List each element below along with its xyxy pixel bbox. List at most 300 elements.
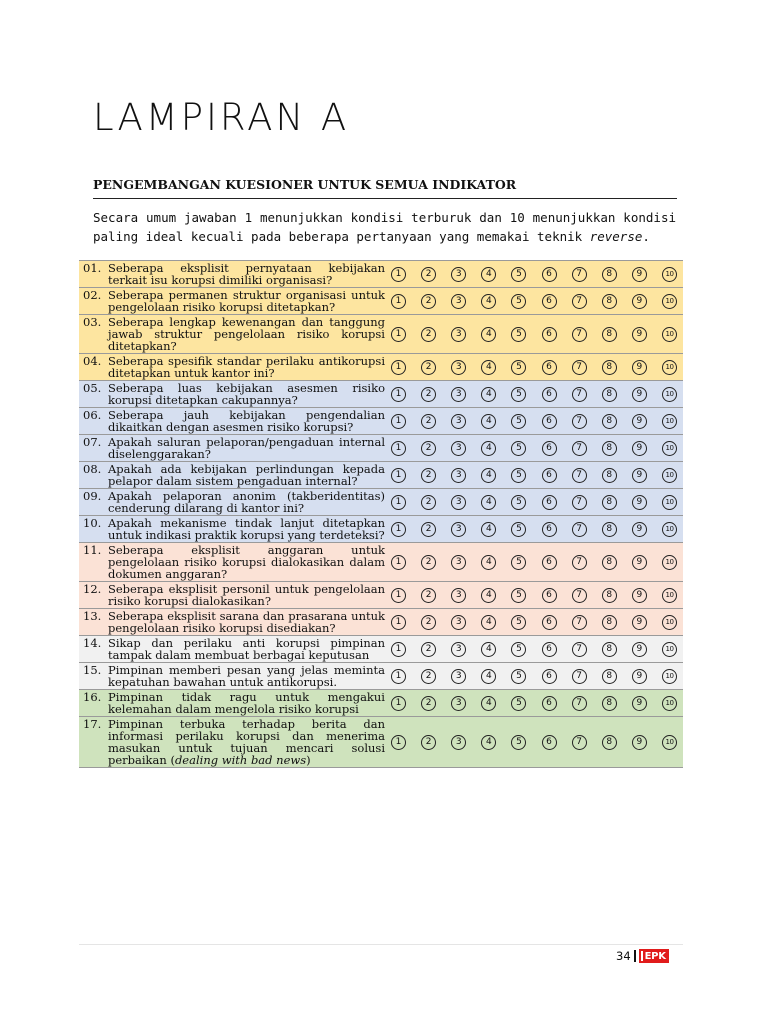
rating-cell	[387, 435, 683, 462]
rating-scale	[391, 522, 677, 537]
rating-option-9[interactable]: 9	[632, 669, 647, 684]
rating-option-2[interactable]: 2	[421, 615, 436, 630]
rating-cell	[387, 582, 683, 609]
rating-option-6[interactable]: 6	[542, 555, 557, 570]
page-title: LAMPIRAN A	[93, 96, 350, 139]
rating-option-5[interactable]: 5	[511, 441, 526, 456]
rating-option-3[interactable]: 3	[451, 669, 466, 684]
question-cell	[79, 609, 387, 636]
rating-option-8[interactable]: 8	[602, 267, 617, 282]
question-wrap	[83, 382, 385, 406]
rating-option-10[interactable]: 10	[662, 387, 677, 402]
rating-option-1[interactable]: 1	[391, 642, 406, 657]
rating-scale	[391, 294, 677, 309]
questionnaire-body	[79, 261, 683, 768]
rating-cell	[387, 354, 683, 381]
rating-option-1[interactable]: 1	[391, 522, 406, 537]
question-row	[79, 435, 683, 462]
rating-option-5[interactable]: 5	[511, 387, 526, 402]
rating-option-7[interactable]: 7	[572, 555, 587, 570]
rating-option-1[interactable]: 1	[391, 588, 406, 603]
rating-option-5[interactable]: 5	[511, 615, 526, 630]
rating-scale	[391, 441, 677, 456]
rating-option-5[interactable]: 5	[511, 669, 526, 684]
rating-option-6[interactable]: 6	[542, 441, 557, 456]
question-text	[108, 583, 385, 607]
question-number: 15.	[83, 663, 102, 677]
rating-option-4[interactable]: 4	[481, 387, 496, 402]
rating-option-9[interactable]: 9	[632, 468, 647, 483]
rating-option-5[interactable]: 5	[511, 696, 526, 711]
question-text	[108, 409, 385, 433]
rating-option-1[interactable]: 1	[391, 294, 406, 309]
rating-option-4[interactable]: 4	[481, 669, 496, 684]
rating-option-5[interactable]: 5	[511, 555, 526, 570]
question-wrap	[83, 262, 385, 286]
rating-option-9[interactable]: 9	[632, 267, 647, 282]
rating-scale	[391, 669, 677, 684]
rating-option-5[interactable]: 5	[511, 267, 526, 282]
question-number: 11.	[83, 543, 102, 557]
question-cell	[79, 636, 387, 663]
rating-option-8[interactable]: 8	[602, 387, 617, 402]
rating-option-1[interactable]: 1	[391, 267, 406, 282]
question-number: 07.	[83, 435, 102, 449]
rating-option-6[interactable]: 6	[542, 414, 557, 429]
rating-option-2[interactable]: 2	[421, 468, 436, 483]
question-text-main: Seberapa luas kebijakan asesmen risiko korupsi ditetapkan cakupannya?	[108, 381, 385, 407]
rating-option-7[interactable]: 7	[572, 267, 587, 282]
question-text-main: Seberapa eksplisit personil untuk pengelolaan risiko korupsi dialokasikan?	[108, 582, 385, 608]
question-text	[108, 517, 385, 541]
question-number: 14.	[83, 636, 102, 650]
rating-option-5[interactable]: 5	[511, 588, 526, 603]
rating-option-5[interactable]: 5	[511, 522, 526, 537]
rating-option-6[interactable]: 6	[542, 588, 557, 603]
rating-option-7[interactable]: 7	[572, 414, 587, 429]
rating-option-5[interactable]: 5	[511, 414, 526, 429]
question-number: 06.	[83, 408, 102, 422]
question-text-main: Seberapa eksplisit sarana dan prasarana untuk pengelolaan risiko korupsi disediakan?	[108, 609, 385, 635]
rating-option-10[interactable]: 10	[662, 555, 677, 570]
question-number: 05.	[83, 381, 102, 395]
rating-option-9[interactable]: 9	[632, 735, 647, 750]
question-cell	[79, 381, 387, 408]
rating-option-9[interactable]: 9	[632, 294, 647, 309]
rating-option-7[interactable]: 7	[572, 588, 587, 603]
question-wrap	[83, 691, 385, 715]
epk-logo	[639, 949, 669, 963]
question-text-main: Apakah mekanisme tindak lanjut ditetapkan untuk indikasi praktik korupsi yang terdeteksi?	[108, 516, 385, 542]
rating-scale	[391, 495, 677, 510]
rating-option-4[interactable]: 4	[481, 360, 496, 375]
rating-option-9[interactable]: 9	[632, 615, 647, 630]
rating-cell	[387, 690, 683, 717]
rating-scale	[391, 696, 677, 711]
question-row	[79, 717, 683, 768]
rating-option-9[interactable]: 9	[632, 327, 647, 342]
rating-option-3[interactable]: 3	[451, 522, 466, 537]
rating-option-8[interactable]: 8	[602, 294, 617, 309]
rating-option-3[interactable]: 3	[451, 615, 466, 630]
question-cell	[79, 543, 387, 582]
rating-option-1[interactable]: 1	[391, 387, 406, 402]
rating-option-10[interactable]: 10	[662, 696, 677, 711]
question-text-end: )	[306, 753, 311, 767]
rating-option-7[interactable]: 7	[572, 642, 587, 657]
question-text-main: Apakah saluran pelaporan/pengaduan internal diselenggarakan?	[108, 435, 385, 461]
rating-scale	[391, 735, 677, 750]
rating-option-7[interactable]: 7	[572, 495, 587, 510]
question-text-main: Seberapa jauh kebijakan pengendalian dikaitkan dengan asesmen risiko korupsi?	[108, 408, 385, 434]
question-cell	[79, 435, 387, 462]
rating-option-3[interactable]: 3	[451, 360, 466, 375]
question-cell	[79, 354, 387, 381]
rating-option-9[interactable]: 9	[632, 360, 647, 375]
question-text	[108, 691, 385, 715]
rating-option-6[interactable]: 6	[542, 468, 557, 483]
logo-bar	[641, 951, 643, 961]
question-row	[79, 288, 683, 315]
question-cell	[79, 516, 387, 543]
rating-option-9[interactable]: 9	[632, 555, 647, 570]
question-text-main: Seberapa spesifik standar perilaku antikorupsi ditetapkan untuk kantor ini?	[108, 354, 385, 380]
rating-option-6[interactable]: 6	[542, 387, 557, 402]
page-footer	[616, 949, 669, 963]
rating-option-2[interactable]: 2	[421, 414, 436, 429]
question-text	[108, 637, 385, 661]
question-cell	[79, 663, 387, 690]
rating-scale	[391, 588, 677, 603]
question-wrap	[83, 583, 385, 607]
rating-option-8[interactable]: 8	[602, 588, 617, 603]
rating-option-10[interactable]: 10	[662, 522, 677, 537]
question-text	[108, 664, 385, 688]
rating-option-3[interactable]: 3	[451, 327, 466, 342]
rating-option-9[interactable]: 9	[632, 696, 647, 711]
question-wrap	[83, 463, 385, 487]
question-row	[79, 462, 683, 489]
rating-option-10[interactable]: 10	[662, 735, 677, 750]
question-row	[79, 663, 683, 690]
rating-option-1[interactable]: 1	[391, 441, 406, 456]
rating-option-7[interactable]: 7	[572, 327, 587, 342]
rating-option-7[interactable]: 7	[572, 735, 587, 750]
intro-text: Secara umum jawaban 1 menunjukkan kondisi terburuk dan 10 menunjukkan kondisi paling ideal kecuali pada beberapa pertanyaan yang memakai teknik	[93, 210, 676, 244]
rating-option-6[interactable]: 6	[542, 735, 557, 750]
question-text	[108, 436, 385, 460]
rating-option-10[interactable]: 10	[662, 468, 677, 483]
rating-option-3[interactable]: 3	[451, 468, 466, 483]
rating-option-4[interactable]: 4	[481, 294, 496, 309]
rating-option-7[interactable]: 7	[572, 522, 587, 537]
question-number: 17.	[83, 717, 102, 731]
rating-option-9[interactable]: 9	[632, 588, 647, 603]
rating-option-3[interactable]: 3	[451, 414, 466, 429]
rating-option-8[interactable]: 8	[602, 360, 617, 375]
rating-option-9[interactable]: 9	[632, 495, 647, 510]
heading-divider	[93, 198, 677, 199]
question-text	[108, 289, 385, 313]
rating-option-8[interactable]: 8	[602, 696, 617, 711]
rating-option-10[interactable]: 10	[662, 267, 677, 282]
rating-cell	[387, 717, 683, 768]
rating-option-7[interactable]: 7	[572, 294, 587, 309]
rating-option-3[interactable]: 3	[451, 267, 466, 282]
question-text	[108, 610, 385, 634]
rating-option-5[interactable]: 5	[511, 735, 526, 750]
rating-option-2[interactable]: 2	[421, 360, 436, 375]
rating-option-9[interactable]: 9	[632, 522, 647, 537]
rating-cell	[387, 315, 683, 354]
rating-option-10[interactable]: 10	[662, 441, 677, 456]
question-cell	[79, 408, 387, 435]
question-row	[79, 609, 683, 636]
rating-option-8[interactable]: 8	[602, 669, 617, 684]
question-text	[108, 490, 385, 514]
rating-option-2[interactable]: 2	[421, 588, 436, 603]
rating-scale	[391, 267, 677, 282]
rating-option-2[interactable]: 2	[421, 327, 436, 342]
rating-option-4[interactable]: 4	[481, 327, 496, 342]
question-wrap	[83, 355, 385, 379]
rating-scale	[391, 387, 677, 402]
rating-option-3[interactable]: 3	[451, 441, 466, 456]
question-wrap	[83, 517, 385, 541]
rating-option-10[interactable]: 10	[662, 588, 677, 603]
question-cell	[79, 315, 387, 354]
rating-option-6[interactable]: 6	[542, 294, 557, 309]
question-text	[108, 355, 385, 379]
rating-option-8[interactable]: 8	[602, 468, 617, 483]
question-row	[79, 690, 683, 717]
question-text	[108, 382, 385, 406]
rating-option-5[interactable]: 5	[511, 294, 526, 309]
rating-option-9[interactable]: 9	[632, 387, 647, 402]
rating-option-1[interactable]: 1	[391, 696, 406, 711]
rating-option-3[interactable]: 3	[451, 642, 466, 657]
rating-option-3[interactable]: 3	[451, 555, 466, 570]
question-wrap	[83, 436, 385, 460]
rating-option-4[interactable]: 4	[481, 642, 496, 657]
question-number: 09.	[83, 489, 102, 503]
question-number: 08.	[83, 462, 102, 476]
rating-option-7[interactable]: 7	[572, 441, 587, 456]
rating-option-6[interactable]: 6	[542, 522, 557, 537]
rating-option-5[interactable]: 5	[511, 468, 526, 483]
question-cell	[79, 261, 387, 288]
question-row	[79, 408, 683, 435]
question-row	[79, 261, 683, 288]
rating-option-10[interactable]: 10	[662, 414, 677, 429]
rating-option-10[interactable]: 10	[662, 327, 677, 342]
question-cell	[79, 582, 387, 609]
question-row	[79, 354, 683, 381]
rating-option-8[interactable]: 8	[602, 642, 617, 657]
rating-option-2[interactable]: 2	[421, 642, 436, 657]
rating-option-6[interactable]: 6	[542, 669, 557, 684]
rating-option-3[interactable]: 3	[451, 294, 466, 309]
rating-option-4[interactable]: 4	[481, 615, 496, 630]
rating-option-4[interactable]: 4	[481, 696, 496, 711]
question-number: 13.	[83, 609, 102, 623]
rating-option-6[interactable]: 6	[542, 495, 557, 510]
logo-text: EPK	[644, 950, 666, 962]
rating-option-6[interactable]: 6	[542, 360, 557, 375]
question-text-main: Sikap dan perilaku anti korupsi pimpinan tampak dalam membuat berbagai keputusan	[108, 636, 385, 662]
rating-option-2[interactable]: 2	[421, 294, 436, 309]
rating-option-1[interactable]: 1	[391, 615, 406, 630]
question-cell	[79, 288, 387, 315]
section-heading: PENGEMBANGAN KUESIONER UNTUK SEMUA INDIKATOR	[93, 177, 517, 192]
question-number: 03.	[83, 315, 102, 329]
question-text	[108, 262, 385, 286]
rating-option-4[interactable]: 4	[481, 414, 496, 429]
intro-emphasis: reverse	[589, 229, 643, 244]
question-wrap	[83, 409, 385, 433]
rating-scale	[391, 327, 677, 342]
rating-option-4[interactable]: 4	[481, 468, 496, 483]
rating-option-1[interactable]: 1	[391, 735, 406, 750]
question-wrap	[83, 490, 385, 514]
rating-option-6[interactable]: 6	[542, 642, 557, 657]
question-row	[79, 489, 683, 516]
rating-option-4[interactable]: 4	[481, 495, 496, 510]
rating-option-1[interactable]: 1	[391, 468, 406, 483]
rating-option-2[interactable]: 2	[421, 735, 436, 750]
question-number: 10.	[83, 516, 102, 530]
question-text-main: Pimpinan memberi pesan yang jelas meminta kepatuhan bawahan untuk antikorupsi.	[108, 663, 385, 689]
page-number: 34	[616, 949, 631, 963]
rating-cell	[387, 543, 683, 582]
question-text	[108, 544, 385, 580]
rating-option-10[interactable]: 10	[662, 642, 677, 657]
question-row	[79, 315, 683, 354]
rating-option-8[interactable]: 8	[602, 615, 617, 630]
rating-option-5[interactable]: 5	[511, 360, 526, 375]
question-text-main: Apakah pelaporan anonim (takberidentitas) cenderung dilarang di kantor ini?	[108, 489, 385, 515]
rating-option-2[interactable]: 2	[421, 669, 436, 684]
question-row	[79, 516, 683, 543]
rating-option-8[interactable]: 8	[602, 414, 617, 429]
rating-option-6[interactable]: 6	[542, 696, 557, 711]
rating-option-10[interactable]: 10	[662, 294, 677, 309]
rating-option-7[interactable]: 7	[572, 669, 587, 684]
question-text-main: Pimpinan tidak ragu untuk mengakui kelemahan dalam mengelola risiko korupsi	[108, 690, 385, 716]
rating-option-5[interactable]: 5	[511, 327, 526, 342]
questionnaire-table	[79, 260, 683, 768]
question-cell	[79, 489, 387, 516]
rating-option-8[interactable]: 8	[602, 555, 617, 570]
rating-option-1[interactable]: 1	[391, 360, 406, 375]
rating-option-10[interactable]: 10	[662, 615, 677, 630]
rating-option-7[interactable]: 7	[572, 468, 587, 483]
rating-option-4[interactable]: 4	[481, 267, 496, 282]
rating-option-8[interactable]: 8	[602, 522, 617, 537]
rating-option-4[interactable]: 4	[481, 588, 496, 603]
rating-option-9[interactable]: 9	[632, 441, 647, 456]
rating-option-2[interactable]: 2	[421, 555, 436, 570]
rating-option-2[interactable]: 2	[421, 387, 436, 402]
rating-option-2[interactable]: 2	[421, 267, 436, 282]
question-number: 04.	[83, 354, 102, 368]
rating-option-3[interactable]: 3	[451, 735, 466, 750]
question-number: 01.	[83, 261, 102, 275]
rating-option-3[interactable]: 3	[451, 387, 466, 402]
question-row	[79, 582, 683, 609]
rating-scale	[391, 615, 677, 630]
rating-option-5[interactable]: 5	[511, 642, 526, 657]
question-number: 02.	[83, 288, 102, 302]
question-wrap	[83, 664, 385, 688]
rating-option-8[interactable]: 8	[602, 495, 617, 510]
rating-option-1[interactable]: 1	[391, 495, 406, 510]
rating-option-6[interactable]: 6	[542, 615, 557, 630]
rating-scale	[391, 642, 677, 657]
rating-option-1[interactable]: 1	[391, 669, 406, 684]
rating-option-1[interactable]: 1	[391, 555, 406, 570]
rating-option-1[interactable]: 1	[391, 327, 406, 342]
question-row	[79, 543, 683, 582]
rating-option-4[interactable]: 4	[481, 522, 496, 537]
rating-option-7[interactable]: 7	[572, 615, 587, 630]
question-cell	[79, 690, 387, 717]
rating-option-7[interactable]: 7	[572, 360, 587, 375]
question-text	[108, 316, 385, 352]
rating-option-10[interactable]: 10	[662, 360, 677, 375]
rating-option-3[interactable]: 3	[451, 495, 466, 510]
rating-option-3[interactable]: 3	[451, 588, 466, 603]
rating-option-4[interactable]: 4	[481, 555, 496, 570]
rating-scale	[391, 555, 677, 570]
question-text-emphasis: dealing with bad news	[174, 753, 307, 767]
question-number: 16.	[83, 690, 102, 704]
rating-option-5[interactable]: 5	[511, 495, 526, 510]
rating-option-2[interactable]: 2	[421, 696, 436, 711]
rating-option-8[interactable]: 8	[602, 735, 617, 750]
rating-option-8[interactable]: 8	[602, 327, 617, 342]
rating-cell	[387, 261, 683, 288]
question-number: 12.	[83, 582, 102, 596]
question-text-main: Apakah ada kebijakan perlindungan kepada pelapor dalam sistem pengaduan internal?	[108, 462, 385, 488]
rating-option-9[interactable]: 9	[632, 414, 647, 429]
question-text	[108, 463, 385, 487]
question-text-main: Pimpinan terbuka terhadap berita dan informasi perilaku korupsi dan menerima masukan untuk tujuan mencari solusi perbaikan (	[108, 717, 385, 767]
rating-option-2[interactable]: 2	[421, 441, 436, 456]
rating-cell	[387, 636, 683, 663]
question-wrap	[83, 718, 385, 766]
rating-option-10[interactable]: 10	[662, 669, 677, 684]
rating-option-9[interactable]: 9	[632, 642, 647, 657]
question-text	[108, 718, 385, 766]
rating-option-1[interactable]: 1	[391, 414, 406, 429]
rating-scale	[391, 360, 677, 375]
footer-divider	[79, 944, 683, 945]
rating-option-6[interactable]: 6	[542, 327, 557, 342]
rating-option-4[interactable]: 4	[481, 735, 496, 750]
rating-option-3[interactable]: 3	[451, 696, 466, 711]
rating-option-6[interactable]: 6	[542, 267, 557, 282]
rating-option-2[interactable]: 2	[421, 495, 436, 510]
rating-option-8[interactable]: 8	[602, 441, 617, 456]
rating-option-7[interactable]: 7	[572, 696, 587, 711]
rating-option-2[interactable]: 2	[421, 522, 436, 537]
rating-scale	[391, 468, 677, 483]
question-wrap	[83, 316, 385, 352]
rating-option-10[interactable]: 10	[662, 495, 677, 510]
rating-option-4[interactable]: 4	[481, 441, 496, 456]
rating-option-7[interactable]: 7	[572, 387, 587, 402]
